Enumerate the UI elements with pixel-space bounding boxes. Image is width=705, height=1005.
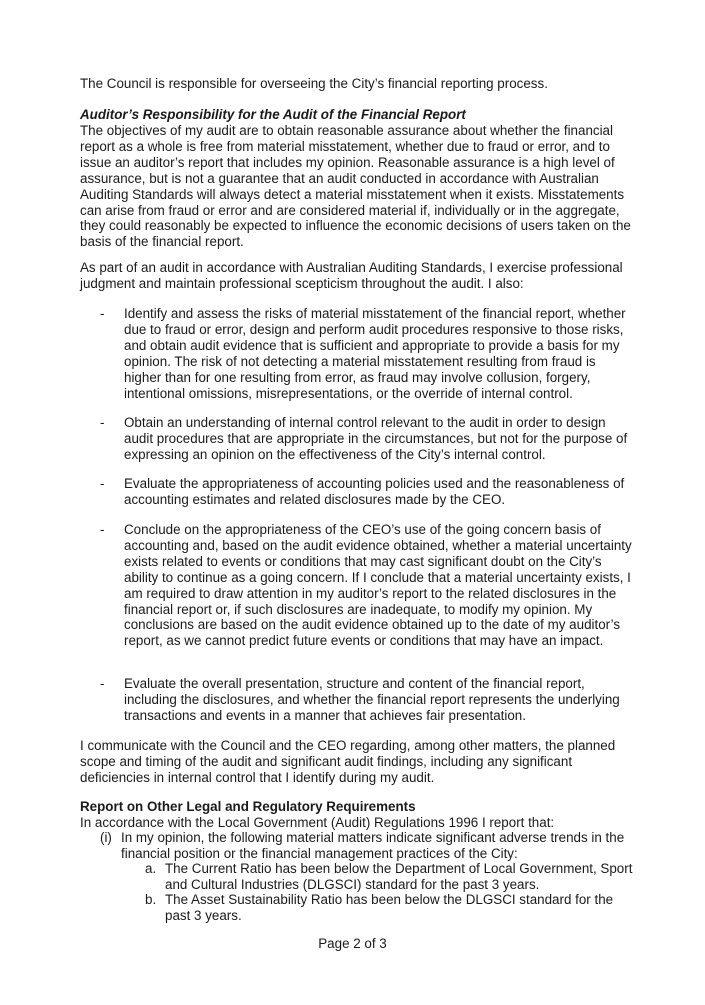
legal-requirements-heading: Report on Other Legal and Regulatory Requirements [80, 799, 416, 814]
subitem-letter: b. [145, 892, 157, 907]
page-number-footer: Page 2 of 3 [318, 936, 387, 951]
bullet-text: Evaluate the appropriateness of accounting policies used and the reasonableness of accounting estimates and related disclosures made by the CEO. [124, 476, 625, 507]
bullet-text: Obtain an understanding of internal control relevant to the audit in order to design audit procedures that are appropriate in the circumstances, but not for the purpose of expressing an opinion on the effectiveness of the City’s internal control. [124, 415, 628, 462]
bullet-dash: - [100, 306, 105, 321]
subitem-text: The Current Ratio has been below the Department of Local Government, Sport and Cultural Industries (DLGSCI) standard for the past 3 years. [165, 861, 633, 892]
communication-paragraph: I communicate with the Council and the CEO regarding, among other matters, the planned scope and timing of the audit and significant audit findings, including any significant deficiencies in internal control that I identify during my audit. [80, 738, 616, 785]
item-text: In my opinion, the following material matters indicate significant adverse trends in the financial position or the financial management practices of the City: [121, 830, 625, 861]
legal-lead-paragraph: In accordance with the Local Government (Audit) Regulations 1996 I report that: [80, 815, 555, 830]
audit-practice-paragraph: As part of an audit in accordance with Australian Auditing Standards, I exercise professional judgment and maintain professional scepticism throughout the audit. I also: [80, 260, 623, 291]
item-number: (i) [100, 830, 112, 845]
bullet-dash: - [100, 522, 105, 537]
bullet-text: Evaluate the overall presentation, structure and content of the financial report, including the disclosures, and whether the financial report represents the underlying transactions and events in a manner that achieves fair presentation. [124, 676, 620, 723]
intro-paragraph: The Council is responsible for overseeing the City’s financial reporting process. [80, 76, 548, 91]
objectives-paragraph: The objectives of my audit are to obtain reasonable assurance about whether the financial report as a whole is free from material misstatement, whether due to fraud or error, and to issue an auditor’s report that includes my opinion. Reasonable assurance is a high level of assurance, but is not a guarantee that an audit conducted in accordance with Australian Auditing Standards will always detect a material misstatement when it exists. Misstatements can arise from fraud or error and are considered material if, individually or in the aggregate, they could reasonably be expected to influence the economic decisions of users taken on the basis of the financial report. [80, 123, 631, 250]
subitem-text: The Asset Sustainability Ratio has been below the DLGSCI standard for the past 3 years. [165, 892, 614, 923]
bullet-text: Identify and assess the risks of material misstatement of the financial report, whether due to fraud or error, design and perform audit procedures responsive to those risks, and obtain audit evidence that is sufficient and appropriate to provide a basis for my opinion. The risk of not detecting a material misstatement resulting from fraud is higher than for one resulting from error, as fraud may involve collusion, forgery, intentional omissions, misrepresentations, or the override of internal control. [124, 306, 626, 401]
bullet-text: Conclude on the appropriateness of the CEO’s use of the going concern basis of accounting and, based on the audit evidence obtained, whether a material uncertainty exists related to events or conditions that may cast significant doubt on the City’s ability to continue as a going concern. If I conclude that a material uncertainty exists, I am required to draw attention in my auditor’s report to the related disclosures in the financial report or, if such disclosures are inadequate, to modify my opinion. My conclusions are based on the audit evidence obtained up to the date of my auditor’s report, as we cannot predict future events or conditions that may have an impact. [124, 522, 632, 649]
bullet-dash: - [100, 415, 105, 430]
bullet-dash: - [100, 476, 105, 491]
subitem-letter: a. [145, 861, 157, 876]
auditor-responsibility-heading: Auditor’s Responsibility for the Audit of the Financial Report [80, 107, 466, 122]
bullet-dash: - [100, 676, 105, 691]
